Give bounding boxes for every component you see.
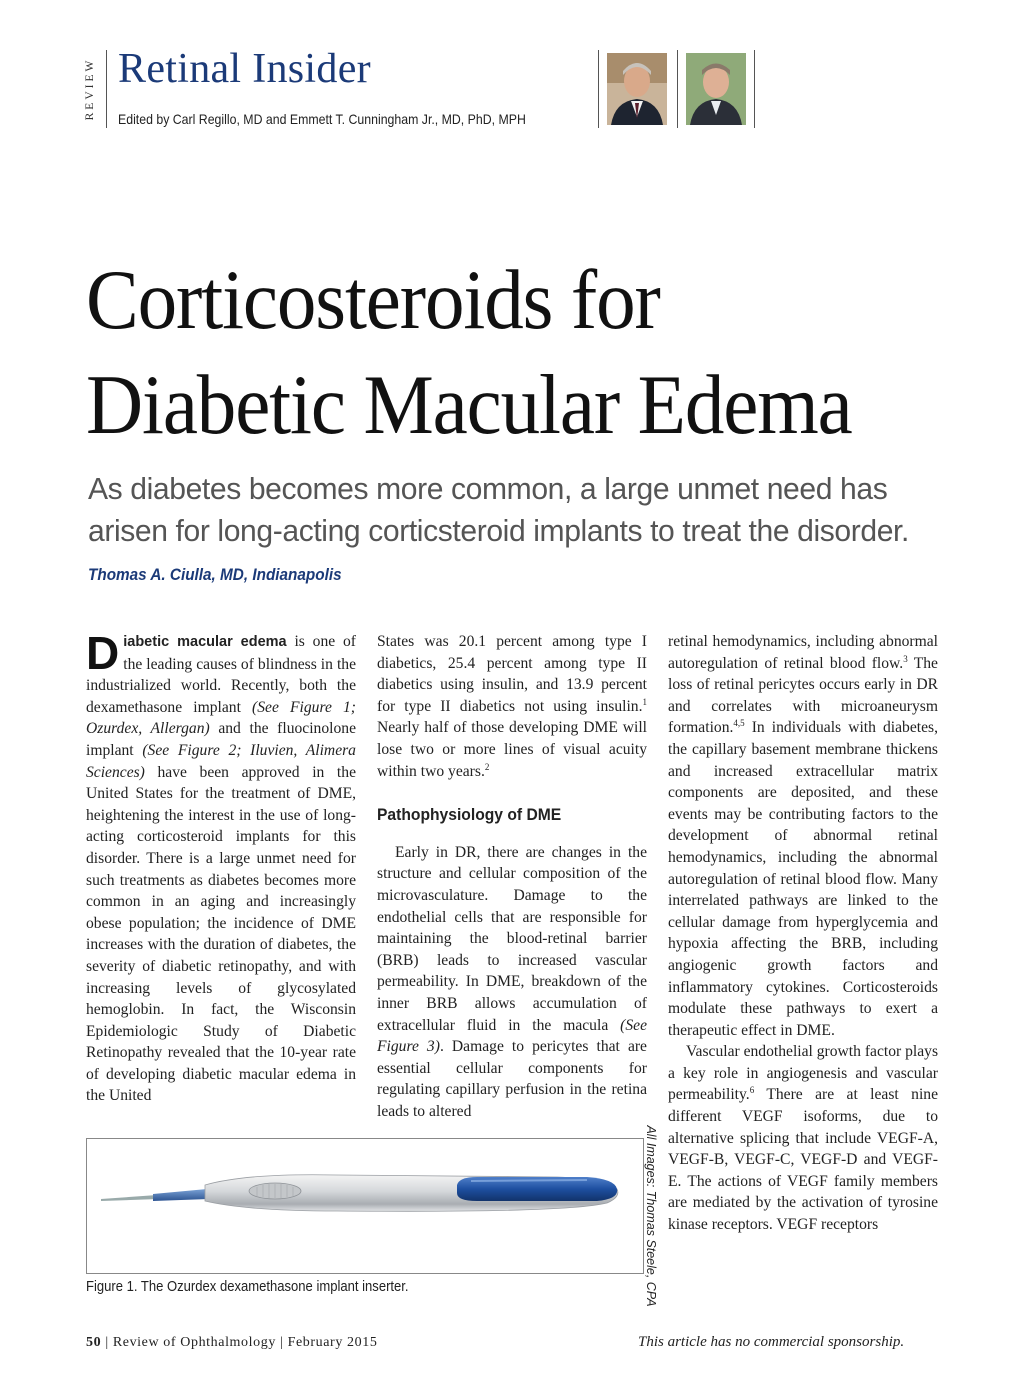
lead-in: iabetic macular edema <box>123 634 287 650</box>
citation: 3 <box>903 653 908 664</box>
figure-1-image <box>86 1138 644 1274</box>
section-heading: Pathophysiology of DME <box>377 805 562 825</box>
body-text: have been approved in the United States for the treatment of DME, heightening the interest in the use of long-acting corticosteroid implants for this disorder. There is a large unmet need for such treatments as diabetes becomes more common in an aging and increasingly obese population; the incidence of DME increases with the duration of diabetes, the severity of diabetic retinopathy, and with increasing levels of glycosylated hemoglobin. In fact, the Wisconsin Epidemiologic Study of Diabetic Retinopathy revealed that the 10-year rate of developing diabetic macular edema in the United <box>86 763 356 1105</box>
implant-inserter-illustration <box>87 1139 643 1273</box>
paragraph <box>377 631 647 782</box>
citation: 2 <box>484 761 490 772</box>
body-text: The loss of retinal pericytes occurs early in DR and correlates with microaneurysm formation. <box>668 654 938 737</box>
figure-reference: (See Figure 3) <box>377 1016 647 1056</box>
section-tag: REVIEW <box>84 57 96 121</box>
header-divider-photo-1 <box>598 50 599 128</box>
footer-separator: | <box>105 1335 109 1350</box>
body-column-3 <box>668 631 938 1236</box>
page-number: 50 <box>86 1335 102 1350</box>
article-subtitle-line-1: As diabetes becomes more common, a large unmet need has <box>88 471 888 506</box>
article-subtitle <box>88 468 909 552</box>
section-title: Retinal Insider <box>118 46 371 92</box>
paragraph <box>377 842 647 1123</box>
sponsorship-note: This article has no commercial sponsorship. <box>638 1334 905 1350</box>
figure-caption: Figure 1. The Ozurdex dexamethasone implant inserter. <box>86 1279 409 1295</box>
body-text: In individuals with diabetes, the capillary basement membrane thickens and increased extracellular matrix components are deposited, and these events may be contributing factors to the development of abnormal retinal hemodynamics, including the abnormal autoregulation of retinal blood flow. Many interrelated pathways are linked to the cellular damage from hyperglycemia and hypoxia affecting the BRB, including angiogenic growth factors and inflammatory cytokines. Corticosteroids modulate these pathways to exert a therapeutic effect in DME. <box>668 719 938 1039</box>
publication-name: Review of Ophthalmology <box>112 1335 276 1350</box>
editor-photo-regillo <box>607 53 667 125</box>
drop-cap: D <box>86 627 120 679</box>
image-credit: All Images: Thomas Steele, CPA <box>644 1125 658 1307</box>
article-title-line-2: Diabetic Macular Edema <box>86 358 852 452</box>
body-column-2 <box>377 631 647 1122</box>
body-text: Nearly half of those developing DME will lose two or more lines of visual acuity within two years. <box>377 719 647 780</box>
citation: 6 <box>749 1085 755 1096</box>
body-text: Vascular endothelial growth factor plays a key role in angiogenesis and vascular permeability. <box>668 1043 939 1104</box>
body-text: is one of the leading causes of blindness in the industrialized world. Recently, both the dexamethasone implant <box>86 633 356 716</box>
header-divider-right <box>754 50 755 128</box>
body-text: Early in DR, there are changes in the structure and cellular composition of the microvasculature. Damage to the endothelial cells that are responsible for maintaining the blood-retinal barrier (BRB) leads to increased vascular permeability. In DME, breakdown of the inner BRB allows accumulation of extracellular fluid in the macula <box>377 843 647 1034</box>
article-title-line-1: Corticosteroids for <box>86 253 660 347</box>
article-title <box>86 248 852 458</box>
body-text: retinal hemodynamics, including abnormal autoregulation of retinal blood flow. <box>668 633 938 672</box>
issue-date: February 2015 <box>287 1335 378 1350</box>
article-subtitle-line-2: arisen for long-acting corticsteroid implants to treat the disorder. <box>88 513 909 548</box>
editor-photo-cunningham <box>686 53 746 125</box>
paragraph <box>86 627 357 1107</box>
citation: 4,5 <box>733 718 745 729</box>
author-byline: Thomas A. Ciulla, MD, Indianapolis <box>88 565 342 584</box>
header-divider-left <box>106 50 107 128</box>
paragraph <box>668 1041 938 1235</box>
figure-reference: (See Figure 1; Ozurdex, Allergan) <box>86 698 357 738</box>
body-text: and the fluocinolone implant <box>86 720 356 759</box>
page-footer-left <box>86 1335 377 1351</box>
body-text: States was 20.1 percent among type I diabetics, 25.4 percent among type II diabetics using insulin, and 13.9 percent for type II diabetics not using insulin. <box>377 633 647 715</box>
figure-reference: (See Figure 2; Iluvien, Alimera Sciences) <box>86 741 356 781</box>
paragraph <box>668 631 938 1041</box>
body-column-1 <box>86 627 357 1107</box>
footer-separator: | <box>280 1335 284 1350</box>
citation: 1 <box>642 696 647 707</box>
body-text: There are at least nine different VEGF isoforms, due to alternative splicing that include VEGF-A, VEGF-B, VEGF-C, VEGF-D and VEGF-E. The actions of VEGF family members are mediated by the activation of tyrosine kinase receptors. VEGF receptors <box>668 1086 938 1234</box>
editors-line: Edited by Carl Regillo, MD and Emmett T. Cunningham Jr., MD, PhD, MPH <box>118 111 526 127</box>
header-divider-photo-2 <box>677 50 678 128</box>
body-text: . Damage to pericytes that are essential cellular components for regulating capillary perfusion in the retina leads to altered <box>377 1038 647 1120</box>
